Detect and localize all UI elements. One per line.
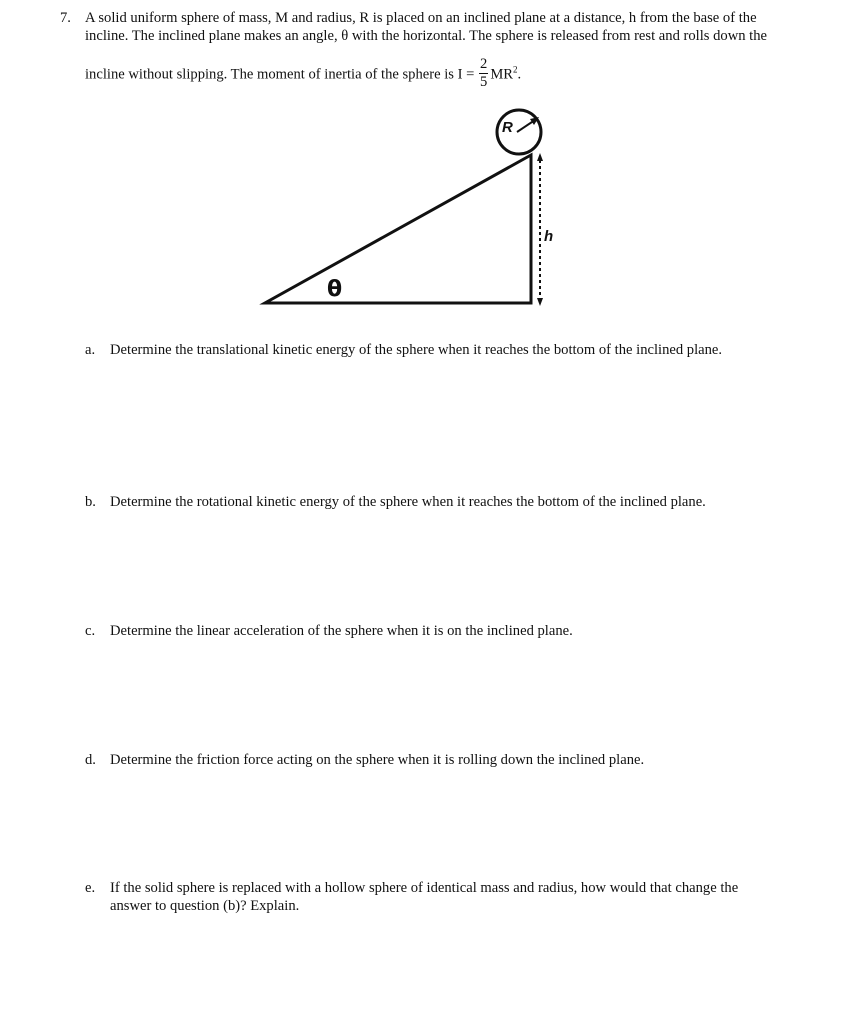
part-e-letter: e. <box>85 880 96 896</box>
question-text-line-3 <box>85 56 522 91</box>
part-a-letter: a. <box>85 342 96 358</box>
part-d-letter: d. <box>85 752 96 768</box>
height-arrow-down-icon <box>537 298 543 306</box>
mr-term: MR <box>490 66 514 83</box>
height-label: h <box>544 228 554 245</box>
incline-diagram <box>255 108 565 313</box>
fraction-numerator: 2 <box>480 56 488 72</box>
question-text-line-1: A solid uniform sphere of mass, M and radius, R is placed on an inclined plane at a distance, h from the base of the <box>85 10 757 26</box>
sentence-end: . <box>517 66 522 83</box>
part-b-text: Determine the rotational kinetic energy of the sphere when it reaches the bottom of the inclined plane. <box>110 494 706 510</box>
question-number: 7. <box>60 10 71 26</box>
moment-of-inertia-text: incline without slipping. The moment of inertia of the sphere is I = <box>85 66 475 83</box>
part-c-letter: c. <box>85 623 96 639</box>
inclined-plane <box>265 155 531 303</box>
height-arrow-up-icon <box>537 153 543 161</box>
angle-label: θ <box>327 277 343 302</box>
mr-exponent: 2 <box>513 64 518 75</box>
part-b-letter: b. <box>85 494 96 510</box>
question-text-line-2: incline. The inclined plane makes an angle, θ with the horizontal. The sphere is released from rest and rolls down the <box>85 28 768 44</box>
part-d-text: Determine the friction force acting on the sphere when it is rolling down the inclined plane. <box>110 752 645 768</box>
fraction-two-fifths <box>479 57 488 89</box>
radius-label: R <box>502 119 513 136</box>
fraction-denominator: 5 <box>480 73 488 90</box>
part-e-text-line-1: If the solid sphere is replaced with a hollow sphere of identical mass and radius, how would that change the <box>110 880 739 896</box>
part-c-text: Determine the linear acceleration of the sphere when it is on the inclined plane. <box>110 623 573 639</box>
part-e-text-line-2: answer to question (b)? Explain. <box>110 898 300 914</box>
part-a-text: Determine the translational kinetic energy of the sphere when it reaches the bottom of the inclined plane. <box>110 342 723 358</box>
